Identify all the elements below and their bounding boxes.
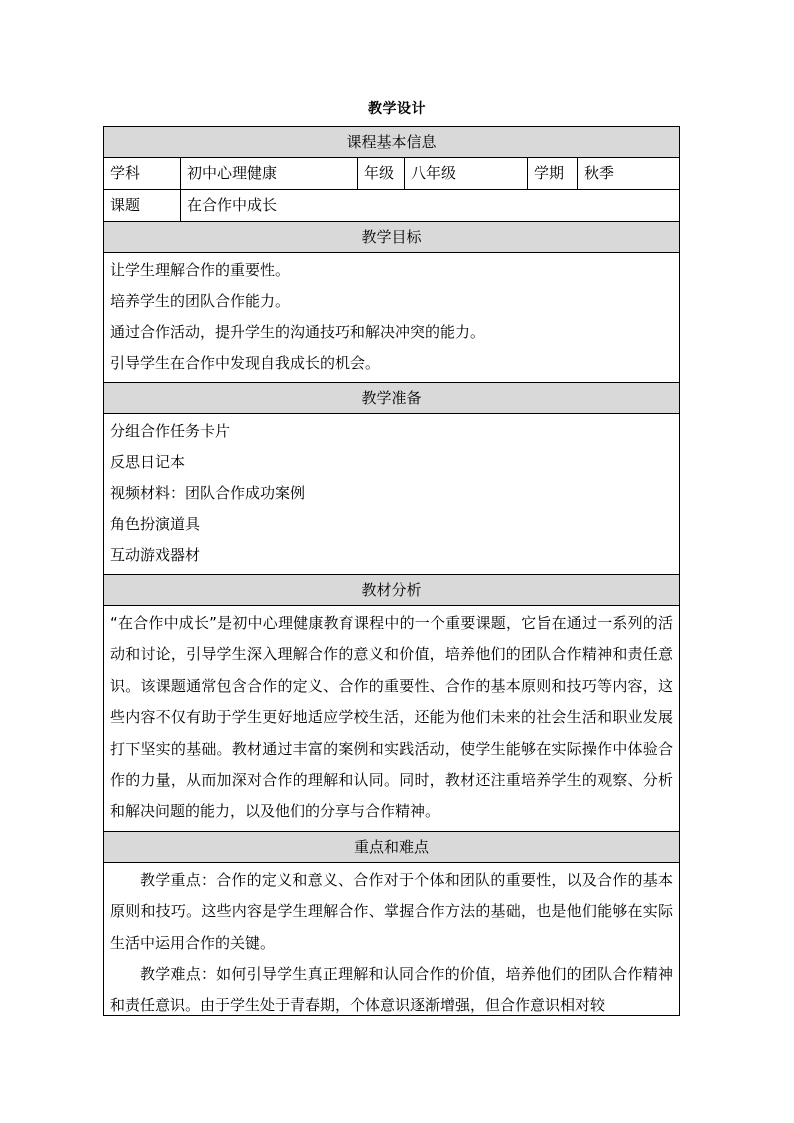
section-header-preparation: 教学准备 bbox=[104, 383, 679, 414]
term-value: 秋季 bbox=[584, 164, 615, 182]
preparation-list bbox=[104, 414, 679, 575]
focus-text: 教学重点：合作的定义和意义、合作对于个体和团队的重要性，以及合作的基本原则和技巧。这些内容是学生理解合作、掌握合作方法的基础，也是他们能够在实际生活中运用合作的关键。 bbox=[110, 870, 673, 952]
section-header-objectives: 教学目标 bbox=[104, 222, 679, 253]
lesson-plan-table bbox=[103, 126, 680, 1016]
list-item: 互动游戏器材 bbox=[110, 546, 201, 564]
list-item: 分组合作任务卡片 bbox=[110, 422, 231, 440]
list-item: 让学生理解合作的重要性。 bbox=[110, 261, 291, 279]
subject-value: 初中心理健康 bbox=[181, 158, 358, 189]
list-item: 通过合作活动，提升学生的沟通技巧和解决冲突的能力。 bbox=[110, 323, 486, 341]
subject-label: 学科 bbox=[104, 158, 181, 189]
analysis-paragraph bbox=[104, 606, 679, 832]
info-row-subject bbox=[104, 158, 679, 190]
key-points-paragraph bbox=[104, 863, 679, 1015]
document-title: 教学设计 bbox=[368, 101, 426, 117]
topic-value: 在合作中成长 bbox=[187, 196, 278, 214]
grade-value: 八年级 bbox=[405, 158, 528, 189]
topic-label: 课题 bbox=[104, 190, 181, 221]
list-item: 培养学生的团队合作能力。 bbox=[110, 292, 291, 310]
section-header-basic-info: 课程基本信息 bbox=[104, 127, 679, 158]
list-item: 反思日记本 bbox=[110, 453, 186, 471]
info-row-topic bbox=[104, 190, 679, 222]
list-item: 视频材料：团队合作成功案例 bbox=[110, 484, 306, 502]
list-item: 引导学生在合作中发现自我成长的机会。 bbox=[110, 354, 381, 372]
section-header-analysis: 教材分析 bbox=[104, 575, 679, 606]
objectives-list bbox=[104, 253, 679, 383]
difficulty-text: 教学难点：如何引导学生真正理解和认同合作的价值，培养他们的团队合作精神和责任意识。由于学生处于青春期，个体意识逐渐增强，但合作意识相对较 bbox=[110, 965, 673, 1015]
list-item: 角色扮演道具 bbox=[110, 515, 201, 533]
grade-label: 年级 bbox=[358, 158, 405, 189]
analysis-text: “在合作中成长”是初中心理健康教育课程中的一个重要课题，它旨在通过一系列的活动和讨论，引导学生深入理解合作的意义和价值，培养他们的团队合作精神和责任意识。该课题通常包含合作的定义、合作的重要性、合作的基本原则和技巧等内容，这些内容不仅有助于学生更好地适应学校生活，还能为他们未来的社会生活和职业发展打下坚实的基础。教材通过丰富的案例和实践活动，使学生能够在实际操作中体验合作的力量，从而加深对合作的理解和认同。同时，教材还注重培养学生的观察、分析和解决问题的能力，以及他们的分享与合作精神。 bbox=[110, 614, 673, 821]
section-header-key-points: 重点和难点 bbox=[104, 832, 679, 863]
term-label: 学期 bbox=[528, 158, 578, 189]
